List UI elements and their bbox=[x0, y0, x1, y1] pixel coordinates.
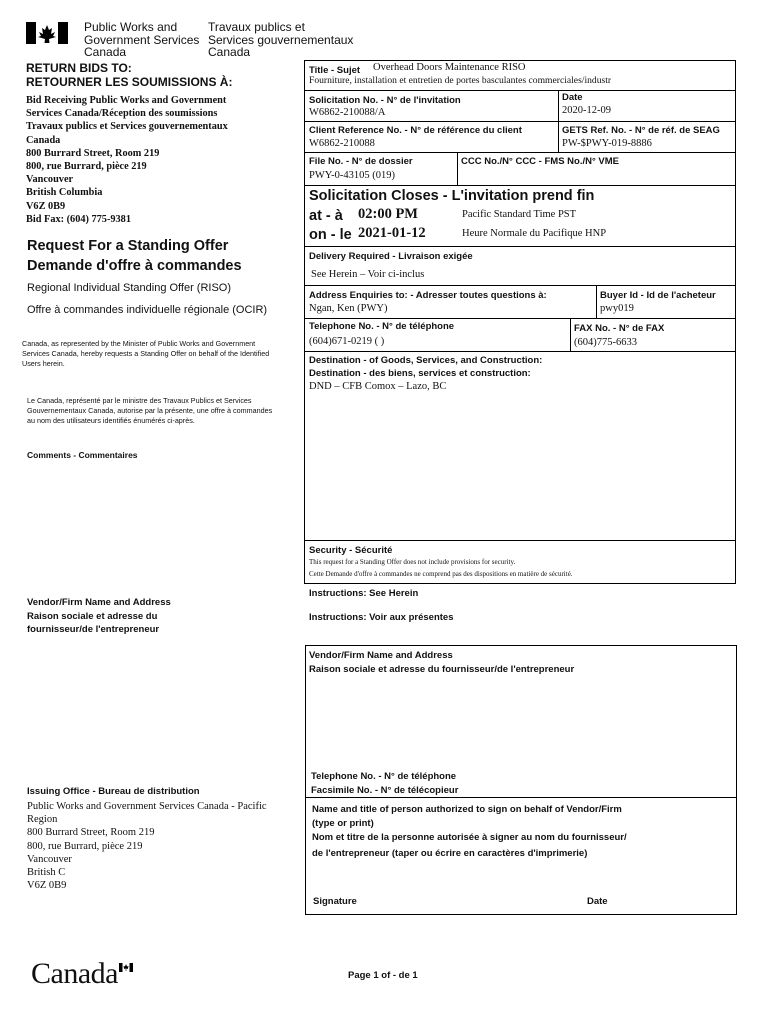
signatory-label: Name and title of person authorized to sign on behalf of Vendor/Firm bbox=[312, 804, 622, 815]
gets-ref-label: GETS Ref. No. - N° de réf. de SEAG bbox=[562, 125, 720, 136]
comments-label: Comments - Commentaires bbox=[27, 450, 138, 460]
bid-fax-line: Bid Fax: (604) 775-9381 bbox=[26, 213, 131, 225]
vendor-facsimile-label: Facsimile No. - N° de télécopieur bbox=[311, 785, 459, 796]
issuing-office-label: Issuing Office - Bureau de distribution bbox=[27, 786, 200, 797]
request-paragraph-fr: Le Canada, représenté par le ministre des Travaux Publics et Services Gouvernementaux Canada, autorise par la présente, une offre à commandes au nom des utilisateurs identifiés énumérés ci-après. bbox=[27, 396, 273, 425]
gets-ref-value: PW-$PWY-019-8886 bbox=[562, 138, 652, 149]
page-number: Page 1 of - de 1 bbox=[348, 970, 418, 981]
date-value: 2020-12-09 bbox=[562, 105, 611, 116]
timezone-en: Pacific Standard Time PST bbox=[462, 209, 577, 220]
signature-date-label: Date bbox=[587, 896, 608, 907]
address-line: British C bbox=[27, 867, 66, 879]
closing-time: 02:00 PM bbox=[358, 206, 418, 222]
solicitation-value: W6862-210088/A bbox=[309, 107, 386, 118]
destination-label-en: Destination - of Goods, Services, and Construction: bbox=[309, 355, 543, 366]
delivery-label: Delivery Required - Livraison exigée bbox=[309, 251, 473, 262]
destination-value: DND – CFB Comox – Lazo, BC bbox=[309, 381, 447, 392]
address-line: 800, rue Burrard, pièce 219 bbox=[26, 161, 147, 173]
issuing-office-address bbox=[27, 800, 267, 892]
address-line: Canada bbox=[26, 134, 61, 146]
address-line: V6Z 0B9 bbox=[26, 200, 66, 212]
title-value-en: Overhead Doors Maintenance RISO bbox=[373, 62, 526, 73]
return-bids-heading bbox=[26, 61, 232, 89]
security-text-fr: Cette Demande d'offre à commandes ne comprend pas des dispositions en matière de sécurité. bbox=[309, 570, 573, 578]
fax-value: (604)775-6633 bbox=[574, 337, 637, 348]
address-line: Services Canada/Réception des soumissions bbox=[26, 108, 218, 120]
request-title bbox=[27, 236, 242, 276]
telephone-label: Telephone No. - N° de téléphone bbox=[309, 321, 455, 332]
buyer-id-value: pwy019 bbox=[600, 303, 634, 314]
return-address bbox=[26, 94, 228, 226]
dept-en-line: Public Works and bbox=[84, 20, 178, 34]
return-bids-title-en: RETURN BIDS TO: bbox=[26, 61, 132, 75]
client-ref-value: W6862-210088 bbox=[309, 138, 375, 149]
address-line: Region bbox=[27, 814, 58, 826]
telephone-value: (604)671-0219 ( ) bbox=[309, 336, 385, 347]
request-paragraph-en: Canada, as represented by the Minister of Public Works and Government Services Canada, hereby requests a Standing Offer on behalf of the Identified Users herein. bbox=[22, 339, 270, 368]
signatory-label: (type or print) bbox=[312, 818, 374, 829]
address-line: Bid Receiving Public Works and Government bbox=[26, 95, 227, 106]
dept-fr-line: Canada bbox=[208, 45, 251, 59]
destination-label-fr: Destination - des biens, services et construction: bbox=[309, 368, 531, 379]
vendor-telephone-label: Telephone No. - N° de téléphone bbox=[311, 771, 457, 782]
wordmark-flag-icon bbox=[119, 959, 133, 968]
canada-wordmark bbox=[31, 957, 118, 991]
client-ref-label: Client Reference No. - N° de référence du client bbox=[309, 125, 522, 136]
vendor-left-label-line: Vendor/Firm Name and Address bbox=[27, 597, 171, 608]
canada-wordmark-text: Canada bbox=[31, 957, 118, 990]
vendor-box-label: Vendor/Firm Name and Address bbox=[309, 650, 453, 661]
vendor-left-label-line: Raison sociale et adresse du bbox=[27, 610, 158, 622]
closing-date: 2021-01-12 bbox=[358, 225, 426, 241]
address-enquiries-label: Address Enquiries to: - Adresser toutes questions à: bbox=[309, 290, 547, 301]
at-label: at - à bbox=[309, 208, 343, 224]
signature-label: Signature bbox=[313, 896, 357, 907]
ccc-label: CCC No./N° CCC - FMS No./N° VME bbox=[461, 156, 620, 167]
return-bids-title-fr: RETOURNER LES SOUMISSIONS À: bbox=[26, 75, 233, 89]
address-line: Public Works and Government Services Canada - Pacific bbox=[27, 801, 267, 812]
address-line: Vancouver bbox=[26, 174, 74, 186]
solicitation-label: Solicitation No. - N° de l'invitation bbox=[309, 95, 461, 106]
delivery-value: See Herein – Voir ci-inclus bbox=[311, 269, 425, 280]
file-no-label: File No. - N° de dossier bbox=[309, 156, 413, 167]
timezone-fr: Heure Normale du Pacifique HNP bbox=[462, 228, 607, 239]
security-text-en: This request for a Standing Offer does not include provisions for security. bbox=[309, 558, 516, 566]
request-title-en: Request For a Standing Offer bbox=[27, 238, 229, 254]
address-line: Vancouver bbox=[27, 853, 72, 865]
dept-name-fr bbox=[208, 21, 353, 59]
closes-title: Solicitation Closes - L'invitation prend fin bbox=[309, 188, 595, 204]
offer-type-fr: Offre à commandes individuelle régionale (OCIR) bbox=[27, 304, 268, 316]
offer-type-en: Regional Individual Standing Offer (RISO) bbox=[27, 282, 232, 294]
address-line: 800 Burrard Street, Room 219 bbox=[27, 827, 155, 839]
vendor-left-label-line: fournisseur/de l'entrepreneur bbox=[27, 624, 160, 635]
dept-en-line: Canada bbox=[84, 45, 127, 59]
file-no-value: PWY-0-43105 (019) bbox=[309, 170, 396, 181]
request-title-fr: Demande d'offre à commandes bbox=[27, 258, 242, 274]
dept-fr-line: Travaux publics et bbox=[208, 20, 305, 34]
dept-en-line: Government Services bbox=[84, 32, 200, 47]
security-label: Security - Sécurité bbox=[309, 545, 393, 556]
address-line: 800, rue Burrard, pièce 219 bbox=[27, 840, 143, 852]
signatory-label-fr: de l'entrepreneur (taper ou écrire en caractères d'imprimerie) bbox=[312, 848, 588, 859]
address-line: V6Z 0B9 bbox=[27, 880, 67, 892]
on-label: on - le bbox=[309, 227, 352, 243]
dept-name-en bbox=[84, 21, 199, 59]
vendor-box-label-fr: Raison sociale et adresse du fournisseur/de l'entrepreneur bbox=[309, 664, 575, 675]
address-line: 800 Burrard Street, Room 219 bbox=[26, 147, 160, 159]
title-value-fr: Fourniture, installation et entretien de portes basculantes commerciales/industr bbox=[309, 75, 612, 86]
vendor-name-address-field[interactable] bbox=[309, 680, 733, 768]
address-enquiries-value: Ngan, Ken (PWY) bbox=[309, 303, 388, 314]
instructions-fr: Instructions: Voir aux présentes bbox=[309, 612, 454, 623]
vendor-left-label bbox=[27, 596, 171, 637]
dept-fr-line: Services gouvernementaux bbox=[208, 32, 354, 47]
signatory-label-fr: Nom et titre de la personne autorisée à signer au nom du fournisseur/ bbox=[312, 832, 627, 843]
date-label: Date bbox=[562, 92, 583, 103]
title-label: Title - Sujet bbox=[309, 65, 361, 76]
fax-label: FAX No. - N° de FAX bbox=[574, 323, 665, 334]
buyer-id-label: Buyer Id - Id de l'acheteur bbox=[600, 290, 716, 301]
address-line: British Columbia bbox=[26, 187, 103, 199]
address-line: Travaux publics et Services gouvernementaux bbox=[26, 121, 228, 133]
instructions-en: Instructions: See Herein bbox=[309, 588, 419, 599]
canada-flag-logo bbox=[26, 22, 68, 44]
